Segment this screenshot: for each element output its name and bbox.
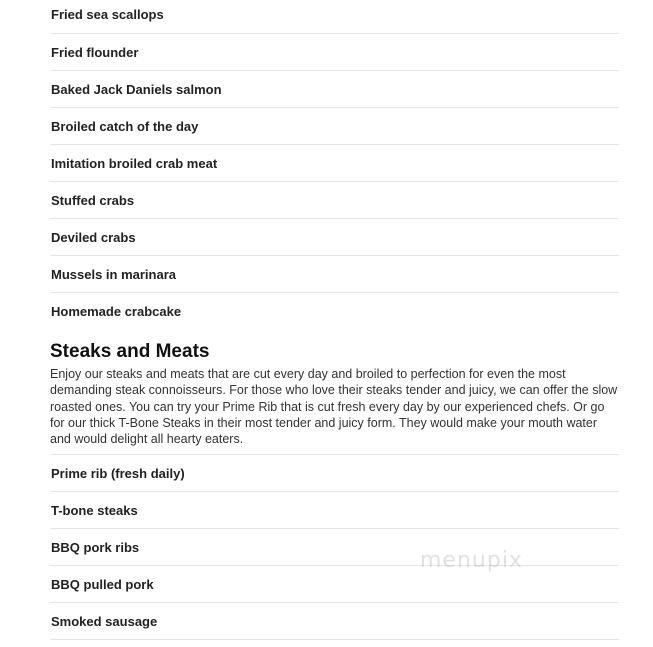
menu-item: Baked Jack Daniels salmon	[50, 71, 619, 108]
menu-item: Prime rib (fresh daily)	[50, 455, 619, 492]
menu-item: T-bone steaks	[50, 492, 619, 529]
seafood-item-list	[50, 0, 619, 330]
menu-item: Mussels in marinara	[50, 256, 619, 293]
menu-item: Stuffed crabs	[50, 182, 619, 219]
steaks-item-list	[50, 454, 619, 640]
menu-item: Broiled catch of the day	[50, 108, 619, 145]
section-description: Enjoy our steaks and meats that are cut every day and broiled to perfection for even the most demanding steak connoisseurs. For those who love their steaks tender and juicy, we can offer the slow roasted ones. You can try your Prime Rib that is cut fresh every day by our experienced chefs. Or go for our thick T-Bone Steaks in their most tender and juicy form. They would make your mouth water and would delight all hearty eaters.	[50, 367, 618, 447]
menu-item: Fried sea scallops	[50, 0, 619, 34]
menu-item: Smoked sausage	[50, 603, 619, 640]
watermark-logo: menupix	[420, 548, 523, 573]
menu-item: Fried flounder	[50, 34, 619, 71]
menu-item: BBQ pulled pork	[50, 566, 619, 603]
menu-item: Deviled crabs	[50, 219, 619, 256]
menu-item: Homemade crabcake	[51, 304, 182, 319]
menu-item: Imitation broiled crab meat	[50, 145, 619, 182]
menu-content	[50, 0, 619, 640]
menu-item: BBQ pork ribs	[50, 529, 619, 566]
steaks-section	[50, 340, 619, 640]
section-title: Steaks and Meats	[50, 341, 210, 362]
